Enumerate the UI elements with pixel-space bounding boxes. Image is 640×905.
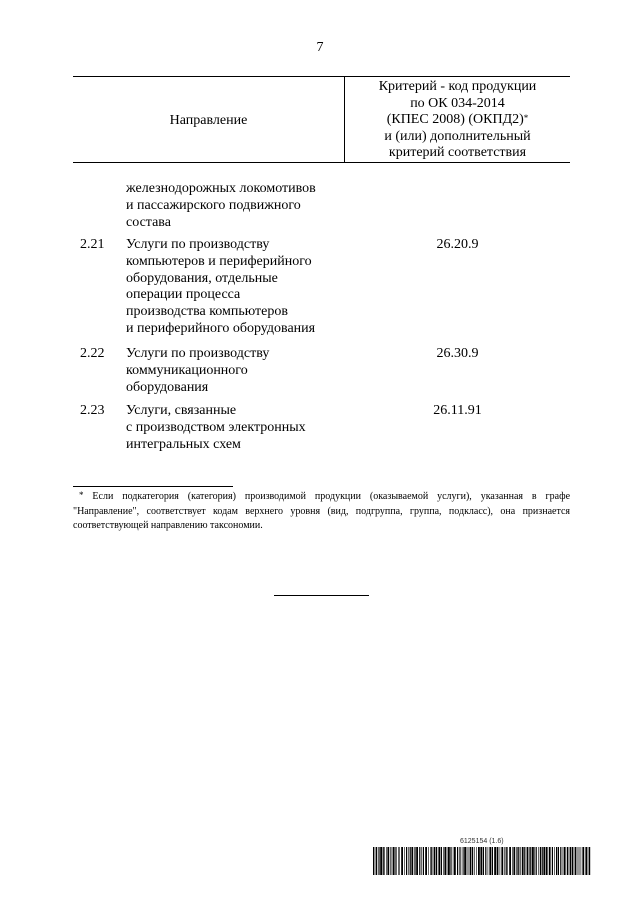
row-number: 2.22	[80, 346, 105, 361]
row-text-line: интегральных схем	[126, 436, 241, 452]
end-of-document-rule	[274, 595, 369, 596]
row-text-line: состава	[126, 214, 171, 230]
row-text-line: Услуги, связанные	[126, 403, 237, 418]
row-text-line: и пассажирского подвижного	[126, 197, 301, 213]
column-header-criterion	[345, 79, 570, 162]
row-text-line: Услуги по производству	[126, 237, 270, 252]
row-code: 26.11.91	[433, 403, 482, 418]
footnote	[73, 490, 570, 534]
row-direction-text	[126, 181, 356, 231]
page-number: 7	[316, 40, 324, 55]
row-text-line: коммуникационного	[126, 362, 248, 378]
criterion-header-line	[345, 112, 570, 129]
row-direction-text	[126, 403, 356, 453]
row-direction-text	[126, 237, 356, 338]
row-text-line: оборудования	[126, 379, 209, 395]
row-text-line: производства компьютеров	[126, 304, 288, 320]
criterion-header-line: и (или) дополнительный	[384, 128, 531, 144]
row-text-line: и периферийного оборудования	[126, 320, 316, 336]
criterion-header-line: по ОК 034-2014	[410, 95, 505, 111]
table-top-border	[73, 76, 570, 77]
footnote-reference-mark: *	[523, 113, 529, 124]
footnote-text: Если подкатегория (категория) производимой продукции (оказываемой услуги), указанная в графе "Направление", соответствует кодам верхнего уровня (вид, подгруппа, группа, подкласс), она признается соответствующей направлению таксономии.	[73, 491, 571, 531]
criterion-header-line: критерий соответствия	[388, 145, 527, 161]
criterion-header-line-text: (КПЕС 2008) (ОКПД2)	[386, 112, 524, 128]
footnote-separator	[73, 486, 233, 487]
barcode-image	[373, 847, 591, 875]
row-direction-text	[126, 346, 356, 396]
row-code: 26.20.9	[436, 237, 479, 252]
footnote-mark: *	[79, 490, 84, 500]
row-text-line: операции процесса	[126, 287, 241, 303]
criterion-header-line: Критерий - код продукции	[378, 79, 537, 94]
document-id: 6125154 (1.6)	[460, 838, 504, 845]
table-header-border	[73, 162, 570, 163]
row-text-line: оборудования, отдельные	[126, 270, 278, 286]
row-text-line: с производством электронных	[126, 419, 306, 435]
row-text-line: компьютеров и периферийного	[126, 253, 312, 269]
row-code: 26.30.9	[436, 346, 479, 361]
row-text-line: Услуги по производству	[126, 346, 270, 361]
footnote-body	[73, 490, 570, 534]
row-number: 2.21	[80, 237, 105, 252]
row-text-line: железнодорожных локомотивов	[126, 181, 316, 196]
row-number: 2.23	[80, 403, 105, 418]
column-header-direction: Направление	[169, 113, 248, 128]
